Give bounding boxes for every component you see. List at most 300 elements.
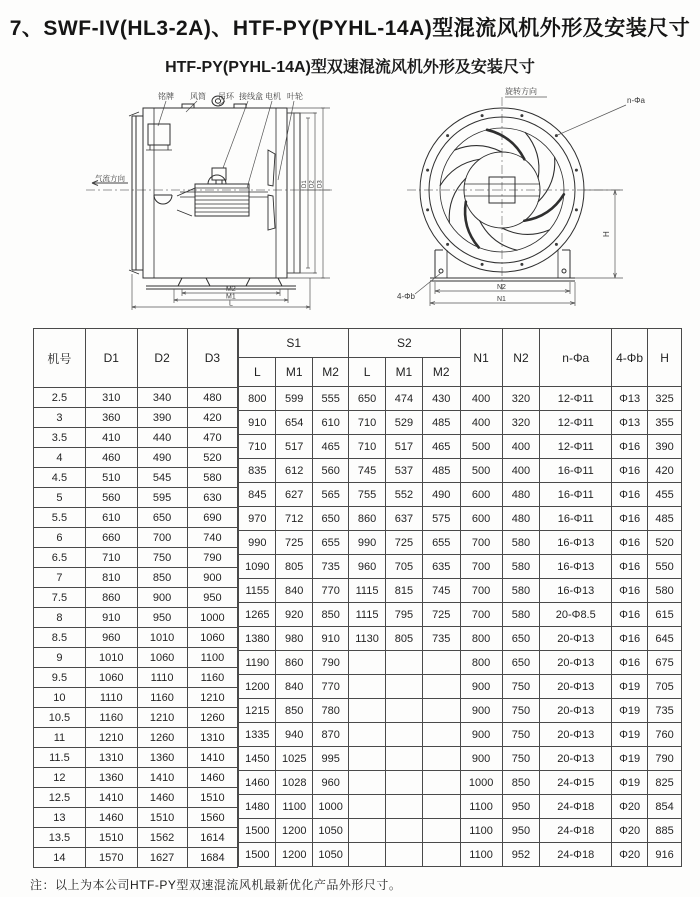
cell: 1160 [137, 688, 187, 708]
col-header-d1: D1 [85, 329, 137, 388]
cell: 1410 [85, 788, 137, 808]
cell: 12.5 [34, 788, 86, 808]
cell: 885 [648, 819, 682, 843]
table-row [34, 408, 238, 428]
cell [349, 771, 386, 795]
cell: 13.5 [34, 828, 86, 848]
cell: 6 [34, 528, 86, 548]
cell: 580 [187, 468, 238, 488]
cell: 1200 [276, 819, 313, 843]
cell: 840 [276, 675, 313, 699]
cell: 16-Φ13 [540, 579, 612, 603]
cell: 550 [648, 555, 682, 579]
cell: 400 [502, 459, 540, 483]
cell: 1200 [239, 675, 276, 699]
cell: 650 [502, 627, 540, 651]
cell: 480 [502, 507, 540, 531]
cell: 870 [313, 723, 349, 747]
cell: 735 [313, 555, 349, 579]
page-subtitle: HTF-PY(PYHL-14A)型双速混流风机外形及安装尺寸 [165, 59, 535, 76]
cell [349, 819, 386, 843]
cell [385, 843, 422, 867]
table-row [239, 723, 682, 747]
cell: 555 [313, 387, 349, 411]
cell: 950 [502, 795, 540, 819]
cell: 1450 [239, 747, 276, 771]
cell: 725 [422, 603, 460, 627]
cell: 580 [502, 531, 540, 555]
footnote: 注：以上为本公司HTF-PY型双速混流风机最新优化产品外形尺寸。 [30, 878, 402, 892]
cell: 700 [460, 555, 502, 579]
cell: 1050 [313, 819, 349, 843]
cell [349, 795, 386, 819]
cell: 1000 [313, 795, 349, 819]
dim-n1-label: N1 [497, 296, 506, 303]
cell: 637 [385, 507, 422, 531]
cell: 485 [422, 411, 460, 435]
cell: 390 [648, 435, 682, 459]
cell: 650 [502, 651, 540, 675]
col-header-d3: D3 [187, 329, 238, 388]
cell: Φ20 [612, 795, 648, 819]
cell [349, 699, 386, 723]
cell: 552 [385, 483, 422, 507]
cell: 420 [648, 459, 682, 483]
cell: 800 [239, 387, 276, 411]
cell: 1560 [187, 808, 238, 828]
label-junction-box: 接线盒 [239, 92, 263, 101]
cell: 645 [648, 627, 682, 651]
cell: 465 [313, 435, 349, 459]
col-header-s1-m2: M2 [313, 358, 349, 387]
cell: 1510 [187, 788, 238, 808]
cell: 545 [137, 468, 187, 488]
table-row [239, 747, 682, 771]
cell: 835 [239, 459, 276, 483]
col-header-n2: N2 [502, 329, 540, 387]
cell: 950 [137, 608, 187, 628]
cell: 490 [422, 483, 460, 507]
cell: 1265 [239, 603, 276, 627]
label-motor: 电机 [265, 92, 281, 101]
cell: 520 [648, 531, 682, 555]
cell [385, 675, 422, 699]
col-header-d2: D2 [137, 329, 187, 388]
cell: 560 [85, 488, 137, 508]
cell: 537 [385, 459, 422, 483]
cell: 1335 [239, 723, 276, 747]
cell: Φ16 [612, 507, 648, 531]
cell [385, 651, 422, 675]
cell: 795 [385, 603, 422, 627]
dim-d2-label: D2 [309, 180, 316, 188]
cell: 430 [422, 387, 460, 411]
part-labels [158, 91, 303, 101]
cell: 1562 [137, 828, 187, 848]
cell: 510 [85, 468, 137, 488]
cell: 710 [239, 435, 276, 459]
table-row [239, 579, 682, 603]
cell: 1480 [239, 795, 276, 819]
cell: 850 [502, 771, 540, 795]
cell: 580 [502, 555, 540, 579]
col-header-s2-l: L [349, 358, 386, 387]
cell: 980 [276, 627, 313, 651]
casing-outline [143, 108, 287, 278]
cell: 1100 [276, 795, 313, 819]
label-nameplate: 铭牌 [158, 92, 174, 101]
cell [385, 699, 422, 723]
cell: 460 [85, 448, 137, 468]
cell [385, 795, 422, 819]
table-row [239, 507, 682, 531]
cell: 20-Φ13 [540, 627, 612, 651]
cell: 845 [239, 483, 276, 507]
cell: 500 [460, 435, 502, 459]
cell: 320 [502, 411, 540, 435]
crosshair-lines [407, 97, 620, 290]
cell: 20-Φ13 [540, 651, 612, 675]
model-table-right [238, 328, 682, 867]
cell: 1260 [137, 728, 187, 748]
cell: 1500 [239, 819, 276, 843]
cell: Φ19 [612, 675, 648, 699]
cell: 660 [85, 528, 137, 548]
junction-box [212, 168, 226, 184]
header-row-groups [239, 329, 682, 358]
cell: 735 [648, 699, 682, 723]
cell: 12 [34, 768, 86, 788]
cell: 1200 [276, 843, 313, 867]
cell: 11 [34, 728, 86, 748]
cell: 690 [187, 508, 238, 528]
cell [422, 651, 460, 675]
cell: 10.5 [34, 708, 86, 728]
label-impeller: 叶轮 [287, 92, 303, 101]
cell: 805 [276, 555, 313, 579]
table-row [34, 588, 238, 608]
table-row [239, 387, 682, 411]
col-header-s1-m1: M1 [276, 358, 313, 387]
col-header-s2-m2: M2 [422, 358, 460, 387]
cell: 780 [313, 699, 349, 723]
table-row [239, 411, 682, 435]
cell: 1500 [239, 843, 276, 867]
cell [422, 843, 460, 867]
cell: 4 [34, 448, 86, 468]
cell: Φ13 [612, 387, 648, 411]
cell: 520 [187, 448, 238, 468]
table-row [239, 459, 682, 483]
cell: 910 [313, 627, 349, 651]
cell: Φ16 [612, 579, 648, 603]
cell [349, 675, 386, 699]
cell: 635 [422, 555, 460, 579]
cell [349, 723, 386, 747]
cell: 1050 [313, 843, 349, 867]
cell: 517 [276, 435, 313, 459]
table-row [34, 848, 238, 868]
cell: 24-Φ15 [540, 771, 612, 795]
table-row [34, 648, 238, 668]
cell: 490 [137, 448, 187, 468]
cell: 480 [502, 483, 540, 507]
cell: 1310 [85, 748, 137, 768]
cell: 1310 [187, 728, 238, 748]
cell: 565 [313, 483, 349, 507]
cell: 485 [648, 507, 682, 531]
cell: 1410 [137, 768, 187, 788]
cell: Φ16 [612, 459, 648, 483]
cell: 14 [34, 848, 86, 868]
cell [422, 723, 460, 747]
cell: Φ16 [612, 627, 648, 651]
cell: 760 [648, 723, 682, 747]
table-row [34, 668, 238, 688]
cell: 1684 [187, 848, 238, 868]
cell: 8 [34, 608, 86, 628]
cell: 1060 [137, 648, 187, 668]
dim-d3-label: D3 [317, 180, 324, 188]
cell: 580 [502, 603, 540, 627]
cell: 600 [460, 507, 502, 531]
header-row [34, 329, 238, 388]
cell: 1060 [85, 668, 137, 688]
cell: 7 [34, 568, 86, 588]
cell: Φ19 [612, 699, 648, 723]
cell: 580 [648, 579, 682, 603]
cell: 390 [137, 408, 187, 428]
bottom-dimension-lines [132, 274, 310, 310]
cell: 850 [137, 568, 187, 588]
cell: 960 [313, 771, 349, 795]
cell: Φ16 [612, 483, 648, 507]
col-group-s1: S1 [239, 329, 349, 358]
table-row [34, 688, 238, 708]
cell: 595 [137, 488, 187, 508]
table-row [34, 808, 238, 828]
cell: 20-Φ13 [540, 723, 612, 747]
cell: 20-Φ13 [540, 675, 612, 699]
cell: 2.5 [34, 388, 86, 408]
cell: 790 [187, 548, 238, 568]
cell: 725 [276, 531, 313, 555]
dim-n2-label: N2 [497, 284, 506, 291]
cell: 710 [349, 435, 386, 459]
cell: 560 [313, 459, 349, 483]
cell: 480 [187, 388, 238, 408]
cell: 950 [187, 588, 238, 608]
dim-m2-label: M2 [226, 286, 236, 293]
table-row [34, 448, 238, 468]
dim-l-label: L [229, 300, 233, 308]
cell: 990 [239, 531, 276, 555]
table-row [34, 728, 238, 748]
cell: 3 [34, 408, 86, 428]
cell: 465 [422, 435, 460, 459]
cell: 1460 [239, 771, 276, 795]
cell: 1100 [187, 648, 238, 668]
cell: 740 [187, 528, 238, 548]
cell [385, 819, 422, 843]
table-row [239, 555, 682, 579]
cell: 750 [502, 699, 540, 723]
cell: 11.5 [34, 748, 86, 768]
cell: 860 [349, 507, 386, 531]
table-row [34, 528, 238, 548]
cell: 4.5 [34, 468, 86, 488]
cell: 400 [502, 435, 540, 459]
table-row [34, 768, 238, 788]
cell: 9 [34, 648, 86, 668]
table-row [34, 708, 238, 728]
cell: 900 [460, 723, 502, 747]
cell: Φ20 [612, 819, 648, 843]
cell [422, 819, 460, 843]
cell: 1510 [85, 828, 137, 848]
cell: 1110 [85, 688, 137, 708]
col-header-h: H [648, 329, 682, 387]
cell: 16-Φ11 [540, 507, 612, 531]
cell: 400 [460, 411, 502, 435]
cell: 24-Φ18 [540, 795, 612, 819]
cell [422, 675, 460, 699]
cell: Φ19 [612, 723, 648, 747]
cell: 916 [648, 843, 682, 867]
cell: 485 [422, 459, 460, 483]
cell: 920 [276, 603, 313, 627]
cell: 1028 [276, 771, 313, 795]
cell: 725 [385, 531, 422, 555]
cell: 1090 [239, 555, 276, 579]
cell: 12-Φ11 [540, 411, 612, 435]
cell: 1010 [137, 628, 187, 648]
cell: 610 [313, 411, 349, 435]
cell: 790 [648, 747, 682, 771]
flange-holes-label: n-Φa [627, 96, 645, 105]
cell: 900 [460, 747, 502, 771]
cell: 1260 [187, 708, 238, 728]
cell: 410 [85, 428, 137, 448]
cell: Φ19 [612, 747, 648, 771]
cell: 705 [648, 675, 682, 699]
cell [422, 771, 460, 795]
cell: 320 [502, 387, 540, 411]
cell [422, 699, 460, 723]
cell: 850 [276, 699, 313, 723]
cell: 770 [313, 579, 349, 603]
cell: 1410 [187, 748, 238, 768]
cell: 9.5 [34, 668, 86, 688]
cell: 360 [85, 408, 137, 428]
cell: 700 [137, 528, 187, 548]
dimension-table [33, 328, 682, 868]
cell: Φ16 [612, 555, 648, 579]
cell: 420 [187, 408, 238, 428]
cell: 750 [137, 548, 187, 568]
inlet-flange [129, 112, 143, 274]
cell: 650 [137, 508, 187, 528]
cell: 910 [85, 608, 137, 628]
cell: 340 [137, 388, 187, 408]
cell: 910 [239, 411, 276, 435]
base-holes-label: 4-Φb [397, 292, 415, 301]
cell: 900 [137, 588, 187, 608]
table-row [239, 483, 682, 507]
cell: 745 [349, 459, 386, 483]
cell: 13 [34, 808, 86, 828]
table-row [239, 435, 682, 459]
cell: 700 [460, 603, 502, 627]
cell: 700 [460, 531, 502, 555]
table-row [34, 568, 238, 588]
cell: 950 [502, 819, 540, 843]
cell: 770 [313, 675, 349, 699]
cell: 1360 [137, 748, 187, 768]
cell: 1160 [187, 668, 238, 688]
cell: 16-Φ13 [540, 555, 612, 579]
cell: 610 [85, 508, 137, 528]
cell: Φ20 [612, 843, 648, 867]
cell: 24-Φ18 [540, 843, 612, 867]
cell: 1210 [85, 728, 137, 748]
cell: 750 [502, 675, 540, 699]
cell: 630 [187, 488, 238, 508]
cell: 900 [187, 568, 238, 588]
col-group-s2: S2 [349, 329, 461, 358]
d-dimension-lines [287, 108, 330, 278]
cell: 580 [502, 579, 540, 603]
cell: 990 [349, 531, 386, 555]
cell: 575 [422, 507, 460, 531]
cell: 474 [385, 387, 422, 411]
cell: 970 [239, 507, 276, 531]
table-row [239, 627, 682, 651]
cell: 16-Φ11 [540, 459, 612, 483]
cell: 655 [422, 531, 460, 555]
cell: 600 [460, 483, 502, 507]
table-row [34, 608, 238, 628]
cell: 1000 [460, 771, 502, 795]
cell: 1025 [276, 747, 313, 771]
col-header-n-phi-a: n-Φa [540, 329, 612, 387]
dim-m1-label: M1 [226, 293, 236, 301]
inlet-bell [154, 195, 172, 204]
cell: 1460 [187, 768, 238, 788]
cell: 800 [460, 627, 502, 651]
table-row [239, 531, 682, 555]
cell: 5.5 [34, 508, 86, 528]
cell: 1130 [349, 627, 386, 651]
table-row [34, 468, 238, 488]
cell: 1115 [349, 579, 386, 603]
cell: 995 [313, 747, 349, 771]
cell: 900 [460, 675, 502, 699]
col-header-n1: N1 [460, 329, 502, 387]
cell: Φ16 [612, 531, 648, 555]
cell: 1380 [239, 627, 276, 651]
cell: 1510 [137, 808, 187, 828]
table-row [239, 843, 682, 867]
cell [349, 843, 386, 867]
cell: 1060 [187, 628, 238, 648]
cell: 810 [85, 568, 137, 588]
table-row [34, 428, 238, 448]
cell: Φ13 [612, 411, 648, 435]
cell: 325 [648, 387, 682, 411]
cell: 750 [502, 723, 540, 747]
cell: 1215 [239, 699, 276, 723]
